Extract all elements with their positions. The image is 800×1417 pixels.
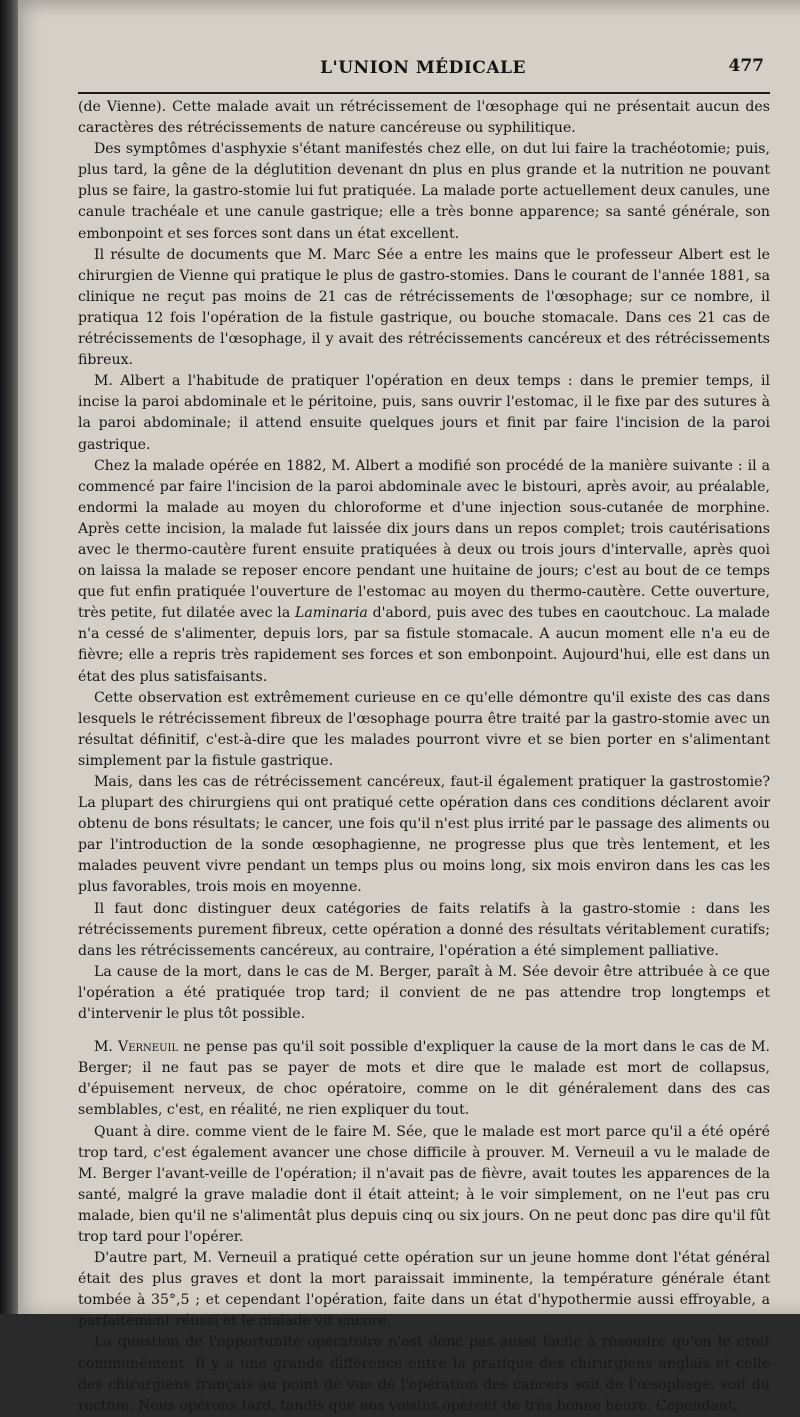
paragraph-text: Chez la malade opérée en 1882, M. Albert a modifié son procédé de la manière suivante : il a commencé par faire l'incision de la paroi abdominale avec le bistouri, après avoir, au préalable, endormi la malade au moyen du chloroforme et d'une injection sous-cutanée de morphine. Après cette incision, la malade fut laissée dix jours dans un repos complet; trois cautérisations avec le thermo-cautère furent ensuite pratiquées à deux ou trois jours d'intervalle, après quoi on laissa la malade se reposer encore pendant une huitaine de jours; c'est au bout de ce temps que fut enfin pratiquée l'ouverture de l'estomac au moyen du thermo-cautère. Cette ouverture, très petite, fut dilatée avec la xyxy=(78,457,770,622)
page-header xyxy=(78,56,768,86)
paragraph: Des symptômes d'asphyxie s'étant manifestés chez elle, on dut lui faire la trachéotomie; puis, plus tard, la gêne de la déglutition devenant dn plus en plus grande et la nutrition ne pouvant plus se faire, la gastro-stomie lui fut pratiquée. La malade porte actuellement deux canules, une canule trachéale et une canule gastrique; elle a très bonne apparence; sa santé générale, son embonpoint et ses forces sont dans un état excellent. xyxy=(78,141,770,242)
article-body xyxy=(78,97,770,1417)
paragraph: Cette observation est extrêmement curieuse en ce qu'elle démontre qu'il existe des cas dans lesquels le rétrécissement fibreux de l'œsophage pourra être traité par la gastro-stomie avec un résultat définitif, c'est-à-dire que les malades pourront vivre et se bien porter en s'alimentant simplement par la fistule gastrique. xyxy=(78,689,770,769)
paragraph: La cause de la mort, dans le cas de M. Berger, paraît à M. Sée devoir être attribuée à ce que l'opération a été pratiquée trop tard; il convient de ne pas attendre trop longtemps et d'intervenir le plus tôt possible. xyxy=(78,963,770,1023)
page-edge-shadow xyxy=(0,0,18,1314)
book-page xyxy=(18,0,800,1414)
paragraph-text: d'abord, puis avec des tubes en caoutchouc. La malade n'a cessé de s'alimenter, depuis lors, par sa fistule stomacale. A aucun moment elle n'a eu de fièvre; elle a repris très rapidement ses forces et son embonpoint. Aujourd'hui, elle est dans un état des plus satisfaisants. xyxy=(78,605,770,685)
running-title: L'UNION MÉDICALE xyxy=(320,58,526,78)
paragraph: Quant à dire. comme vient de le faire M. Sée, que le malade est mort parce qu'il a été opéré trop tard, c'est également avancer une chose difficile à prouver. M. Verneuil a vu le malade de M. Berger l'avant-veille de l'opération; il n'avait pas de fièvre, avait toutes les apparences de la santé, malgré la grave maladie dont il était atteint; à le voir simplement, on ne l'eut pas cru malade, bien qu'il ne s'alimentât plus depuis cinq ou six jours. On ne peut donc pas dire qu'il fût trop tard pour l'opérer. xyxy=(78,1123,770,1245)
speaker-name: M. Verneuil xyxy=(94,1039,179,1056)
paragraph: (de Vienne). Cette malade avait un rétrécissement de l'œsophage qui ne présentait aucun des caractères des rétrécissements de nature cancéreuse ou syphilitique. xyxy=(78,99,770,137)
italic-term: Laminaria xyxy=(295,605,368,622)
paragraph xyxy=(78,1037,770,1121)
page-number: 477 xyxy=(728,56,764,76)
paragraph: M. Albert a l'habitude de pratiquer l'opération en deux temps : dans le premier temps, il incise la paroi abdominale et le péritoine, puis, sans ouvrir l'estomac, il le fixe par des sutures à la paroi abdominale; il attend ensuite quelques jours et finit par faire l'incision de la paroi gastrique. xyxy=(78,373,770,453)
paragraph: Mais, dans les cas de rétrécissement cancéreux, faut-il également pratiquer la gastrostomie? La plupart des chirurgiens qui ont pratiqué cette opération dans ces conditions déclarent avoir obtenu de bons résultats; le cancer, une fois qu'il n'est plus irrité par le passage des aliments ou par l'introduction de la sonde œsophagienne, ne progresse plus que très lentement, et les malades peuvent vivre pendant un temps plus ou moins long, six mois environ dans les cas les plus favorables, trois mois en moyenne. xyxy=(78,774,770,896)
header-rule xyxy=(78,92,770,94)
paragraph: La question de l'opportunité opératoire n'est donc pas aussi facile à résoudre qu'on le croit communément. Il y a une grande différence entre la pratique des chirurgiens anglais et celle des chirurgiens français au point de vue de l'opération des cancers soit de l'œsophage, soit du rectum. Nous opérons tard, tandis que nos voisins opèrent de très bonne heure. Cependant, xyxy=(78,1334,770,1414)
paragraph-text: ne pense pas qu'il soit possible d'expliquer la cause de la mort dans le cas de M. Berger; il ne faut pas se payer de mots et dire que le malade est mort de collapsus, d'épuisement nerveux, de choc opératoire, comme on le dit généralement dans des cas semblables, c'est, en réalité, ne rien expliquer du tout. xyxy=(78,1039,771,1119)
paragraph: Il faut donc distinguer deux catégories de faits relatifs à la gastro-stomie : dans les rétrécissements purement fibreux, cette opération a donné des résultats véritablement curatifs; dans les rétrécissements cancéreux, au contraire, l'opération a été simplement palliative. xyxy=(78,900,770,959)
paragraph: D'autre part, M. Verneuil a pratiqué cette opération sur un jeune homme dont l'état général était des plus graves et dont la mort paraissait imminente, la température générale étant tombée à 35°,5 ; et cependant l'opération, faite dans un état d'hypothermie aussi effroyable, a parfaitement réussi et le malade vit encore. xyxy=(78,1250,770,1330)
paragraph: Il résulte de documents que M. Marc Sée a entre les mains que le professeur Albert est le chirurgien de Vienne qui pratique le plus de gastro-stomies. Dans le courant de l'année 1881, sa clinique ne reçut pas moins de 21 cas de rétrécissements de l'œsophage; sur ce nombre, il pratiqua 12 fois l'opération de la fistule gastrique, ou bouche stomacale. Dans ces 21 cas de rétrécissements de l'œsophage, il y avait des rétrécissements cancéreux et des rétrécissements fibreux. xyxy=(78,246,770,369)
paragraph xyxy=(78,456,770,688)
